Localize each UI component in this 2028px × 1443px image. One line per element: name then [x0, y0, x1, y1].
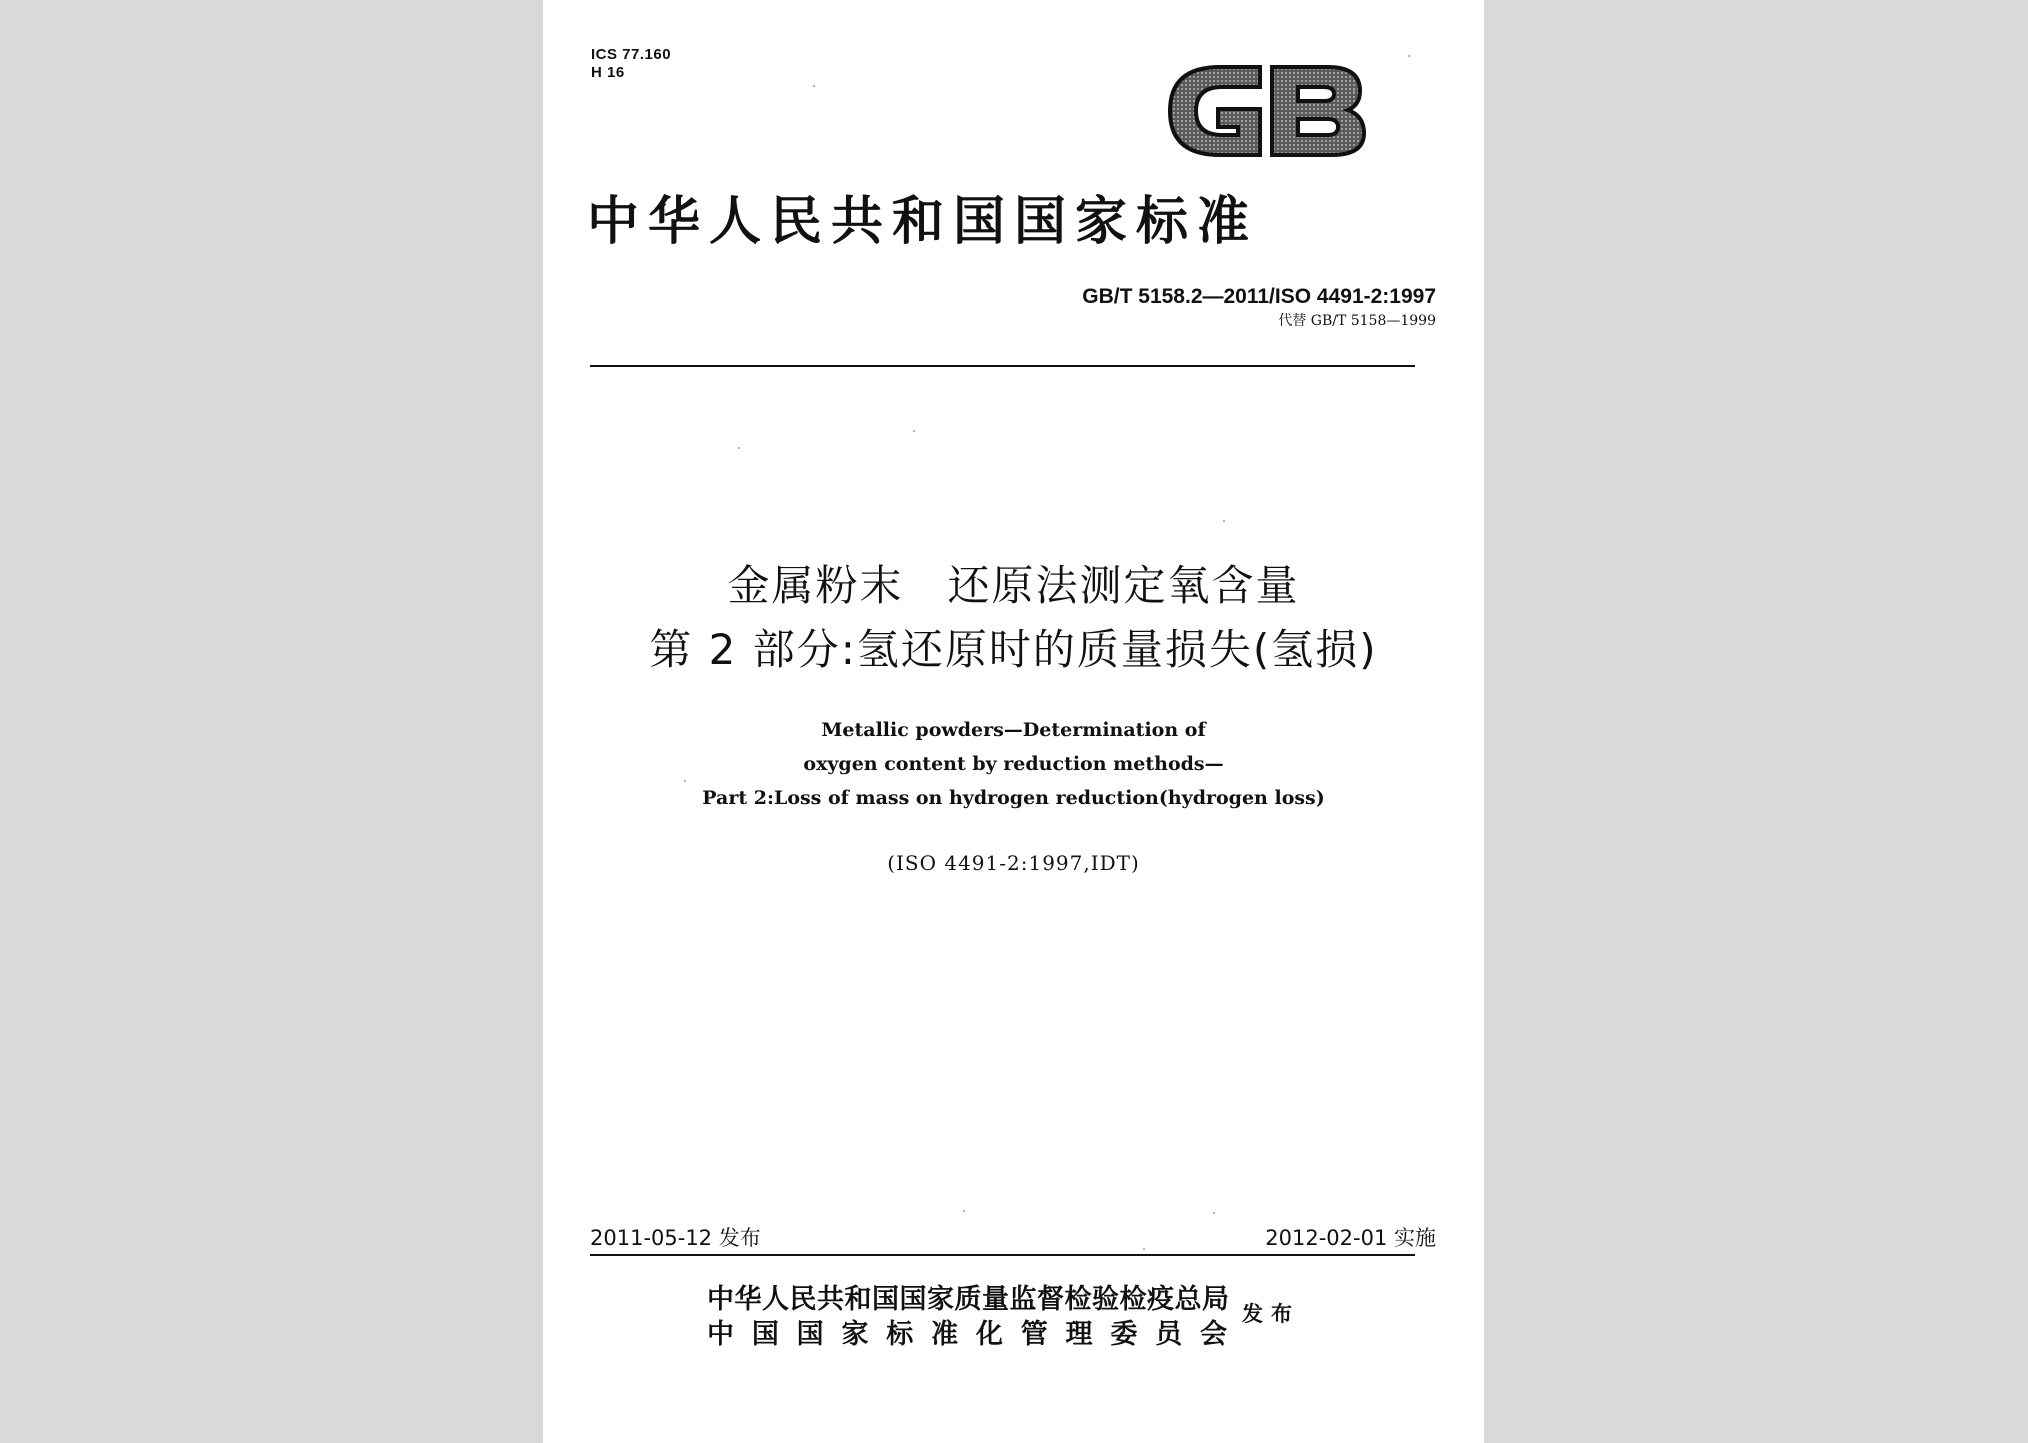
scan-speck	[963, 1210, 965, 1212]
english-title-line-1: Metallic powders—Determination of	[821, 719, 1206, 741]
chinese-title-line-1: 金属粉末 还原法测定氧含量	[727, 561, 1300, 610]
scan-speck	[1353, 90, 1355, 92]
ccs-code: H 16	[591, 64, 625, 81]
issue-date: 2011-05-12 发布	[590, 1226, 761, 1250]
publish-label: 发布	[1242, 1302, 1300, 1326]
scan-speck	[813, 85, 815, 87]
document-page	[543, 0, 1484, 1443]
scan-speck	[1223, 520, 1225, 522]
iso-number: ISO 4491-2:1997	[1274, 285, 1436, 308]
footer-divider	[590, 1254, 1415, 1256]
svg-text:GB: GB	[1160, 55, 1162, 56]
publisher-agency-1: 中华人民共和国国家质量监督检验检疫总局	[707, 1284, 1230, 1315]
gb-number: GB/T 5158.2—2011/	[1082, 285, 1275, 308]
english-title-line-3: Part 2:Loss of mass on hydrogen reduction(hydrogen loss)	[702, 787, 1325, 809]
standard-number	[1082, 285, 1436, 309]
header-divider	[590, 365, 1415, 367]
scan-speck	[738, 447, 740, 449]
scan-speck	[1213, 1212, 1215, 1214]
chinese-title-line-2: 第 2 部分:氢还原时的质量损失(氢损)	[649, 625, 1378, 674]
national-standard-title: 中华人民共和国国家标准	[587, 191, 1259, 252]
iso-equivalence: (ISO 4491-2:1997,IDT)	[887, 851, 1140, 875]
scan-speck	[1408, 55, 1410, 57]
scan-speck	[1143, 1248, 1145, 1250]
ics-code: ICS 77.160	[591, 46, 672, 63]
publisher-agency-2: 中国国家标准化管理委员会	[707, 1319, 1227, 1350]
replaces-standard: 代替 GB/T 5158—1999	[1278, 313, 1436, 329]
english-title-line-2: oxygen content by reduction methods—	[803, 753, 1224, 775]
scan-speck	[684, 780, 686, 782]
scan-speck	[913, 430, 915, 432]
implementation-date: 2012-02-01 实施	[1265, 1226, 1436, 1250]
gb-logo	[1160, 55, 1373, 167]
